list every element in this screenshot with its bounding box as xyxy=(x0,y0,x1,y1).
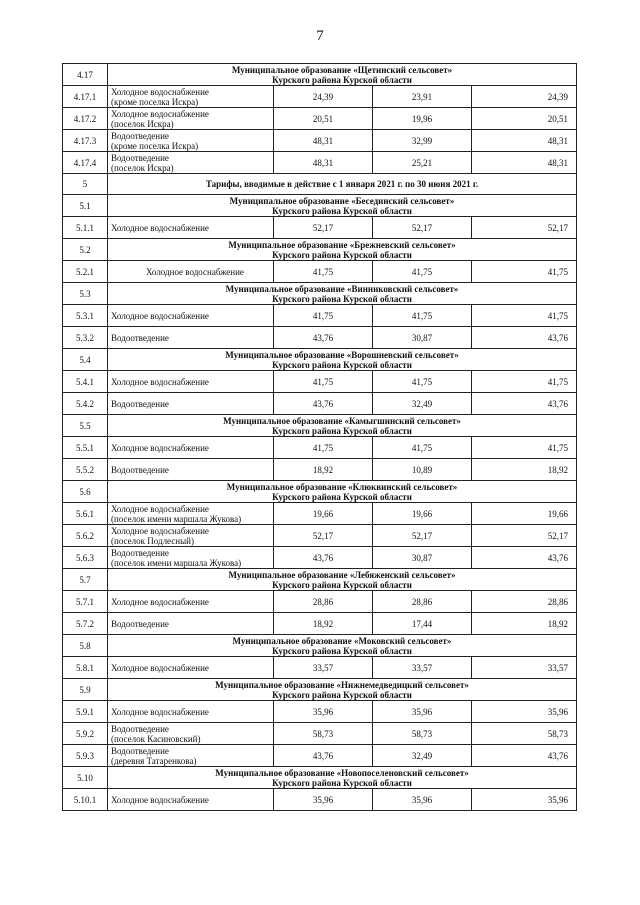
tariff-value: 48,31 xyxy=(274,130,373,152)
service-description xyxy=(108,789,274,811)
title-line-1: Муниципальное образование «Новопоселеновский сельсовет» xyxy=(215,767,469,778)
title-line-1: Тарифы, вводимые в действие с 1 января 2021 г. по 30 июня 2021 г. xyxy=(205,179,479,189)
table-row xyxy=(63,130,577,152)
tariff-value: 43,76 xyxy=(274,547,373,569)
municipality-header-row xyxy=(63,679,577,701)
municipality-title xyxy=(108,569,577,591)
tariff-value: 52,17 xyxy=(472,217,577,239)
title-line-2: Курского района Курской области xyxy=(272,579,412,590)
description-line: Водоотведение xyxy=(111,332,169,343)
description-line: Водоотведение xyxy=(111,398,169,409)
title-line-1: Муниципальное образование «Клюквинский сельсовет» xyxy=(226,481,458,492)
service-description xyxy=(108,525,274,547)
table-row xyxy=(63,591,577,613)
tariff-value: 35,96 xyxy=(472,701,577,723)
tariff-value: 18,92 xyxy=(472,459,577,481)
title-line-1: Муниципальное образование «Винниковский сельсовет» xyxy=(225,283,459,294)
row-number: 4.17.3 xyxy=(63,130,108,152)
municipality-header-row xyxy=(63,195,577,217)
row-number: 5.7.2 xyxy=(63,613,108,635)
tariff-value: 58,73 xyxy=(373,723,472,745)
tariff-value: 18,92 xyxy=(274,613,373,635)
tariff-value: 18,92 xyxy=(274,459,373,481)
row-number: 4.17.1 xyxy=(63,86,108,108)
service-description xyxy=(108,459,274,481)
tariff-value: 43,76 xyxy=(274,327,373,349)
table-row xyxy=(63,547,577,569)
service-description xyxy=(108,547,274,569)
tariff-value: 48,31 xyxy=(472,152,577,174)
tariff-value: 24,39 xyxy=(472,86,577,108)
table-row xyxy=(63,459,577,481)
tariff-value: 20,51 xyxy=(472,108,577,130)
tariff-value: 41,75 xyxy=(472,371,577,393)
row-number: 5.1.1 xyxy=(63,217,108,239)
service-description xyxy=(108,327,274,349)
tariff-value: 33,57 xyxy=(472,657,577,679)
table-row xyxy=(63,305,577,327)
title-line-2: Курского района Курской области xyxy=(272,205,412,216)
tariff-value: 52,17 xyxy=(274,525,373,547)
municipality-header-row xyxy=(63,349,577,371)
title-line-2: Курского района Курской области xyxy=(272,645,412,656)
description-line: (поселок Касиновский) xyxy=(111,733,201,744)
tariff-value: 35,96 xyxy=(274,701,373,723)
row-number: 5.3.1 xyxy=(63,305,108,327)
title-line-2: Курского района Курской области xyxy=(272,777,412,788)
municipality-title xyxy=(108,635,577,657)
description-line: Холодное водоснабжение xyxy=(111,794,209,805)
row-number: 5.9.1 xyxy=(63,701,108,723)
tariff-value: 41,75 xyxy=(373,261,472,283)
tariff-value: 48,31 xyxy=(472,130,577,152)
service-description xyxy=(108,305,274,327)
description-line: Холодное водоснабжение xyxy=(111,86,209,97)
row-number: 5.10.1 xyxy=(63,789,108,811)
tariff-value: 32,99 xyxy=(373,130,472,152)
tariff-value: 23,91 xyxy=(373,86,472,108)
description-line: Холодное водоснабжение xyxy=(111,310,209,321)
title-line-2: Курского района Курской области xyxy=(272,425,412,436)
description-line: Водоотведение xyxy=(111,464,169,475)
row-number: 5.5.2 xyxy=(63,459,108,481)
tariff-value: 52,17 xyxy=(373,525,472,547)
row-number: 5.4 xyxy=(63,349,108,371)
row-number: 4.17.2 xyxy=(63,108,108,130)
row-number: 5.1 xyxy=(63,195,108,217)
table-row xyxy=(63,437,577,459)
row-number: 4.17.4 xyxy=(63,152,108,174)
service-description xyxy=(108,701,274,723)
description-line: Холодное водоснабжение xyxy=(111,706,209,717)
tariff-value: 28,86 xyxy=(274,591,373,613)
municipality-header-row xyxy=(63,283,577,305)
description-line: Водоотведение xyxy=(111,618,169,629)
tariff-value: 35,96 xyxy=(472,789,577,811)
tariff-value: 43,76 xyxy=(274,393,373,415)
row-number: 5.8.1 xyxy=(63,657,108,679)
service-description xyxy=(108,393,274,415)
tariff-value: 10,89 xyxy=(373,459,472,481)
tariff-value: 41,75 xyxy=(472,261,577,283)
tariff-table-body xyxy=(63,64,577,811)
row-number: 5.3.2 xyxy=(63,327,108,349)
row-number: 5.10 xyxy=(63,767,108,789)
service-description xyxy=(108,591,274,613)
tariff-value: 17,44 xyxy=(373,613,472,635)
tariff-value: 35,96 xyxy=(373,701,472,723)
row-number: 5.6.1 xyxy=(63,503,108,525)
description-line: (поселок Искра) xyxy=(111,162,174,173)
municipality-title xyxy=(108,767,577,789)
page-number: 7 xyxy=(316,28,324,44)
row-number: 5.9 xyxy=(63,679,108,701)
service-description xyxy=(108,437,274,459)
service-description xyxy=(108,130,274,152)
description-line: Холодное водоснабжение xyxy=(111,662,209,673)
municipality-header-row xyxy=(63,239,577,261)
tariff-value: 32,49 xyxy=(373,745,472,767)
tariff-value: 24,39 xyxy=(274,86,373,108)
row-number: 5.2 xyxy=(63,239,108,261)
title-line-2: Курского района Курской области xyxy=(272,249,412,260)
row-number: 5.4.2 xyxy=(63,393,108,415)
row-number: 5.8 xyxy=(63,635,108,657)
tariff-value: 41,75 xyxy=(274,261,373,283)
tariff-value: 58,73 xyxy=(472,723,577,745)
row-number: 5.9.2 xyxy=(63,723,108,745)
tariff-value: 19,66 xyxy=(472,503,577,525)
service-description xyxy=(108,108,274,130)
title-line-1: Муниципальное образование «Брежневский сельсовет» xyxy=(228,239,456,250)
table-row xyxy=(63,393,577,415)
title-line-1: Муниципальное образование «Нижнемедведицкий сельсовет» xyxy=(215,679,469,690)
municipality-header-row xyxy=(63,569,577,591)
table-row xyxy=(63,261,577,283)
municipality-header-row xyxy=(63,635,577,657)
table-row xyxy=(63,371,577,393)
service-description xyxy=(108,152,274,174)
title-line-2: Курского района Курской области xyxy=(272,359,412,370)
description-line: Холодное водоснабжение xyxy=(111,376,209,387)
table-row xyxy=(63,745,577,767)
row-number: 4.17 xyxy=(63,64,108,86)
title-line-2: Курского района Курской области xyxy=(272,293,412,304)
title-line-2: Курского района Курской области xyxy=(272,74,412,85)
tariff-value: 43,76 xyxy=(472,547,577,569)
table-row xyxy=(63,701,577,723)
tariff-value: 43,76 xyxy=(472,327,577,349)
municipality-title xyxy=(108,415,577,437)
tariff-value: 35,96 xyxy=(274,789,373,811)
tariff-value: 25,21 xyxy=(373,152,472,174)
row-number: 5.4.1 xyxy=(63,371,108,393)
tariff-table xyxy=(62,63,577,811)
title-line-1: Муниципальное образование «Бесединский сельсовет» xyxy=(229,195,455,206)
row-number: 5.6.3 xyxy=(63,547,108,569)
service-description xyxy=(108,371,274,393)
tariff-value: 19,66 xyxy=(373,503,472,525)
description-line: Водоотведение xyxy=(111,723,169,734)
tariff-value: 41,75 xyxy=(274,371,373,393)
row-number: 5.7 xyxy=(63,569,108,591)
municipality-title xyxy=(108,349,577,371)
table-row xyxy=(63,108,577,130)
table-row xyxy=(63,217,577,239)
description-line: (поселок Подлесный) xyxy=(111,535,194,546)
table-row xyxy=(63,525,577,547)
tariff-value: 28,86 xyxy=(472,591,577,613)
service-description xyxy=(108,217,274,239)
tariff-value: 48,31 xyxy=(274,152,373,174)
section-header-row xyxy=(63,174,577,195)
description-line: (кроме поселка Искра) xyxy=(111,140,199,151)
tariff-value: 28,86 xyxy=(373,591,472,613)
description-line: Холодное водоснабжение xyxy=(146,266,244,277)
title-line-2: Курского района Курской области xyxy=(272,491,412,502)
description-line: Водоотведение xyxy=(111,745,169,756)
tariff-value: 52,17 xyxy=(373,217,472,239)
description-line: Водоотведение xyxy=(111,130,169,141)
tariff-value: 33,57 xyxy=(274,657,373,679)
tariff-value: 41,75 xyxy=(472,437,577,459)
tariff-value: 41,75 xyxy=(274,305,373,327)
tariff-value: 43,76 xyxy=(274,745,373,767)
service-description xyxy=(108,86,274,108)
description-line: Водоотведение xyxy=(111,152,169,163)
row-number: 5.5.1 xyxy=(63,437,108,459)
title-line-2: Курского района Курской области xyxy=(272,689,412,700)
service-description xyxy=(108,745,274,767)
tariff-value: 32,49 xyxy=(373,393,472,415)
tariff-value: 19,96 xyxy=(373,108,472,130)
title-line-1: Муниципальное образование «Камыгшинский сельсовет» xyxy=(223,415,461,426)
row-number: 5.6.2 xyxy=(63,525,108,547)
tariff-value: 30,87 xyxy=(373,327,472,349)
service-description xyxy=(108,723,274,745)
row-number: 5.9.3 xyxy=(63,745,108,767)
municipality-title xyxy=(108,64,577,86)
tariff-value: 30,87 xyxy=(373,547,472,569)
service-description xyxy=(108,657,274,679)
tariff-value: 19,66 xyxy=(274,503,373,525)
municipality-title xyxy=(108,195,577,217)
description-line: (деревня Татаренкова) xyxy=(111,755,197,766)
tariff-value: 52,17 xyxy=(274,217,373,239)
table-row xyxy=(63,86,577,108)
tariff-value: 41,75 xyxy=(274,437,373,459)
title-line-1: Муниципальное образование «Моковский сельсовет» xyxy=(232,635,452,646)
row-number: 5.7.1 xyxy=(63,591,108,613)
description-line: Холодное водоснабжение xyxy=(111,525,209,536)
title-line-1: Муниципальное образование «Щетинский сельсовет» xyxy=(231,64,453,75)
description-line: (поселок Искра) xyxy=(111,118,174,129)
tariff-value: 35,96 xyxy=(373,789,472,811)
description-line: (поселок имени маршала Жукова) xyxy=(111,557,242,568)
description-line: Холодное водоснабжение xyxy=(111,442,209,453)
municipality-header-row xyxy=(63,415,577,437)
municipality-title xyxy=(108,283,577,305)
tariff-value: 43,76 xyxy=(472,745,577,767)
table-row xyxy=(63,327,577,349)
table-row xyxy=(63,152,577,174)
row-number: 5.6 xyxy=(63,481,108,503)
tariff-value: 41,75 xyxy=(373,305,472,327)
title-line-1: Муниципальное образование «Лебяженский сельсовет» xyxy=(228,569,456,580)
municipality-title xyxy=(108,481,577,503)
row-number: 5.3 xyxy=(63,283,108,305)
tariff-value: 18,92 xyxy=(472,613,577,635)
row-number: 5.5 xyxy=(63,415,108,437)
description-line: Холодное водоснабжение xyxy=(111,108,209,119)
table-row xyxy=(63,657,577,679)
table-row xyxy=(63,789,577,811)
row-number: 5 xyxy=(63,174,108,195)
table-row xyxy=(63,723,577,745)
table-row xyxy=(63,503,577,525)
row-number: 5.2.1 xyxy=(63,261,108,283)
tariff-value: 52,17 xyxy=(472,525,577,547)
description-line: Водоотведение xyxy=(111,547,169,558)
description-line: (кроме поселка Искра) xyxy=(111,96,199,107)
title-line-1: Муниципальное образование «Ворошневский сельсовет» xyxy=(225,349,459,360)
description-line: Холодное водоснабжение xyxy=(111,222,209,233)
tariff-value: 20,51 xyxy=(274,108,373,130)
section-title xyxy=(108,174,577,195)
tariff-value: 41,75 xyxy=(373,437,472,459)
municipality-header-row xyxy=(63,64,577,86)
service-description xyxy=(108,613,274,635)
tariff-value: 58,73 xyxy=(274,723,373,745)
tariff-value: 41,75 xyxy=(373,371,472,393)
description-line: Холодное водоснабжение xyxy=(111,596,209,607)
municipality-title xyxy=(108,679,577,701)
municipality-header-row xyxy=(63,767,577,789)
tariff-value: 41,75 xyxy=(472,305,577,327)
municipality-title xyxy=(108,239,577,261)
description-line: (поселок имени маршала Жукова) xyxy=(111,513,242,524)
service-description xyxy=(108,503,274,525)
municipality-header-row xyxy=(63,481,577,503)
tariff-value: 43,76 xyxy=(472,393,577,415)
description-line: Холодное водоснабжение xyxy=(111,503,209,514)
table-row xyxy=(63,613,577,635)
tariff-value: 33,57 xyxy=(373,657,472,679)
service-description xyxy=(108,261,274,283)
